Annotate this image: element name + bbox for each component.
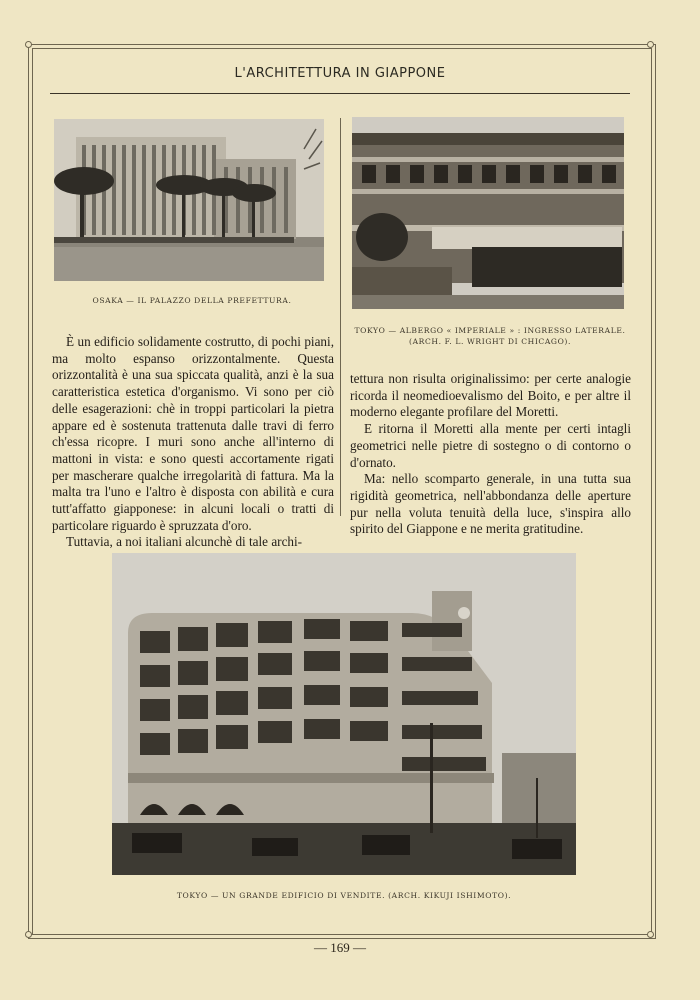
column-divider	[340, 118, 341, 516]
text-column-right	[350, 371, 631, 538]
paragraph: E ritorna il Moretti alla mente per certi intagli geometrici nelle pietre di sostegno o di contorno o d'ornato.	[350, 421, 631, 470]
caption-osaka: OSAKA — IL PALAZZO DELLA PREFETTURA.	[92, 296, 292, 305]
photo-tokyo-department-store	[112, 553, 576, 875]
paragraph: tettura non risulta originalissimo: per certe analogie ricorda il neomedioevalismo del Boito, e per altre il moderno elegante profilare del Moretti.	[350, 371, 631, 420]
photo-tokyo-imperial-hotel	[352, 117, 624, 309]
paragraph: È un edificio solidamente costrutto, di pochi piani, ma molto espanso orizzontalmente. Questa orizzontalità è una sua spiccata qualità, anzi è la sua caratteristica estetica d'organismo. Vi sono per ciò delle esagerazioni: chè in troppi particolari la pietra appare ed è sostenuta trattenuta dalle travi di ferro ch'essa ricopre. I muri sono anche all'interno di mattoni in vista: e sono questi accortamente rigati per mascherare qualche irregolarità di fattura. Ma la malta tra l'uno e l'altro è disposta con abilità e cura tutt'affatto giapponese: in alcuni locali o tratti di particolare riguardo è spruzzata d'oro.	[52, 334, 334, 533]
header-rule	[50, 93, 630, 94]
caption-tokyo-store: TOKYO — UN GRANDE EDIFICIO DI VENDITE. (ARCH. KIKUJI ISHIMOTO).	[176, 891, 512, 900]
photo-osaka-prefecture	[54, 119, 324, 281]
caption-tokyo-hotel-line2: (ARCH. F. L. WRIGHT DI CHICAGO).	[409, 337, 571, 346]
corner-ornament	[647, 41, 654, 48]
text-column-left	[52, 334, 334, 551]
corner-ornament	[25, 931, 32, 938]
corner-ornament	[25, 41, 32, 48]
paragraph: Tuttavia, a noi italiani alcunchè di tale archi-	[66, 534, 303, 550]
running-header: L'ARCHITETTURA IN GIAPPONE	[234, 66, 446, 81]
caption-tokyo-hotel-line1: TOKYO — ALBERGO « IMPERIALE » : INGRESSO LATERALE.	[354, 326, 626, 335]
page-number: — 169 —	[314, 940, 366, 955]
paragraph: Ma: nello scomparto generale, in una tutta sua rigidità geometrica, nell'abbondanza delle aperture pur nella voluta tenuità della luce, s'inspira allo spirito del Giappone e ne merita gratitudine.	[350, 471, 631, 537]
caption-tokyo-hotel	[352, 325, 628, 347]
corner-ornament	[647, 931, 654, 938]
